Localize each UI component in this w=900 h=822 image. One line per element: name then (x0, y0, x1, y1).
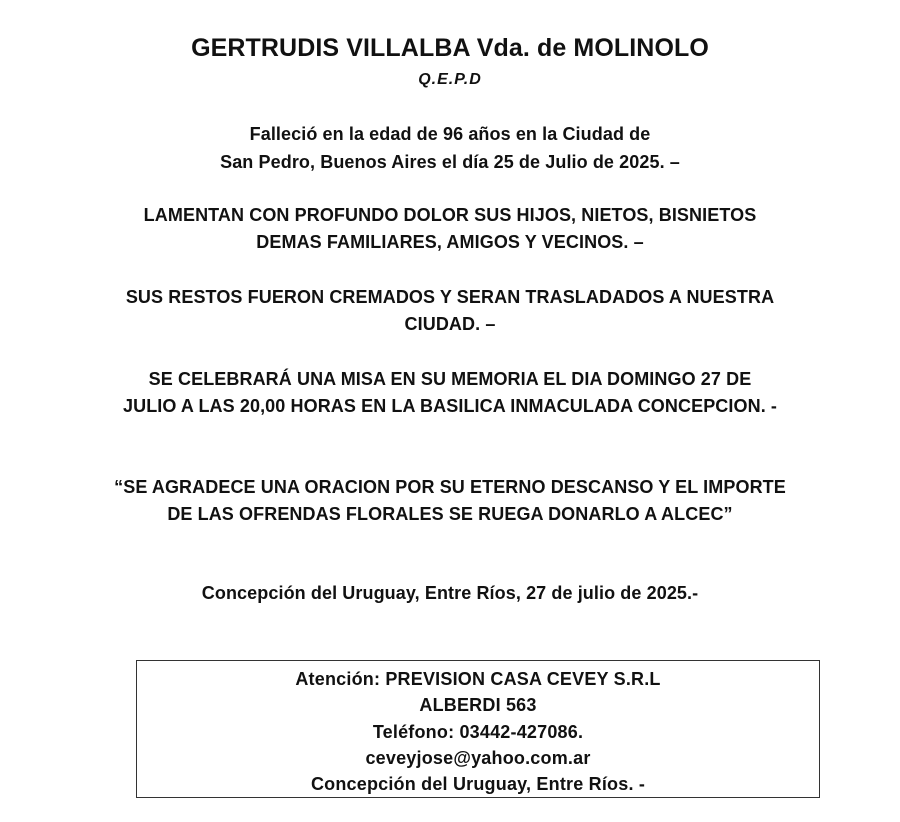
contact-attention: Atención: PREVISION CASA CEVEY S.R.L (295, 669, 661, 689)
place-date-line: Concepción del Uruguay, Entre Ríos, 27 de julio de 2025.- (201, 583, 699, 603)
request-line-2: DE LAS OFRENDAS FLORALES SE RUEGA DONARLO A ALCEC” (167, 504, 733, 524)
death-info-line-1: Falleció en la edad de 96 años en la Ciudad de (249, 124, 651, 144)
contact-address: ALBERDI 563 (419, 695, 537, 715)
contact-email: ceveyjose@yahoo.com.ar (365, 748, 591, 768)
request-line-1: “SE AGRADECE UNA ORACION POR SU ETERNO DESCANSO Y EL IMPORTE (114, 477, 786, 497)
remains-line-1: SUS RESTOS FUERON CREMADOS Y SERAN TRASLADADOS A NUESTRA (125, 287, 775, 307)
qepd-subtitle: Q.E.P.D (418, 71, 482, 88)
mass-line-1: SE CELEBRARÁ UNA MISA EN SU MEMORIA EL DIA DOMINGO 27 DE (148, 369, 752, 389)
deceased-name: GERTRUDIS VILLALBA Vda. de MOLINOLO (191, 34, 709, 62)
mourners-line-1: LAMENTAN CON PROFUNDO DOLOR SUS HIJOS, NIETOS, BISNIETOS (143, 205, 757, 225)
death-info-line-2: San Pedro, Buenos Aires el día 25 de Julio de 2025. – (220, 152, 680, 172)
contact-city: Concepción del Uruguay, Entre Ríos. - (310, 774, 646, 794)
remains-line-2: CIUDAD. – (404, 314, 496, 334)
contact-phone: Teléfono: 03442-427086. (372, 722, 584, 742)
mass-line-2: JULIO A LAS 20,00 HORAS EN LA BASILICA INMACULADA CONCEPCION. - (122, 396, 777, 416)
funeral-home-contact-box (136, 660, 820, 798)
mourners-line-2: DEMAS FAMILIARES, AMIGOS Y VECINOS. – (256, 232, 644, 252)
